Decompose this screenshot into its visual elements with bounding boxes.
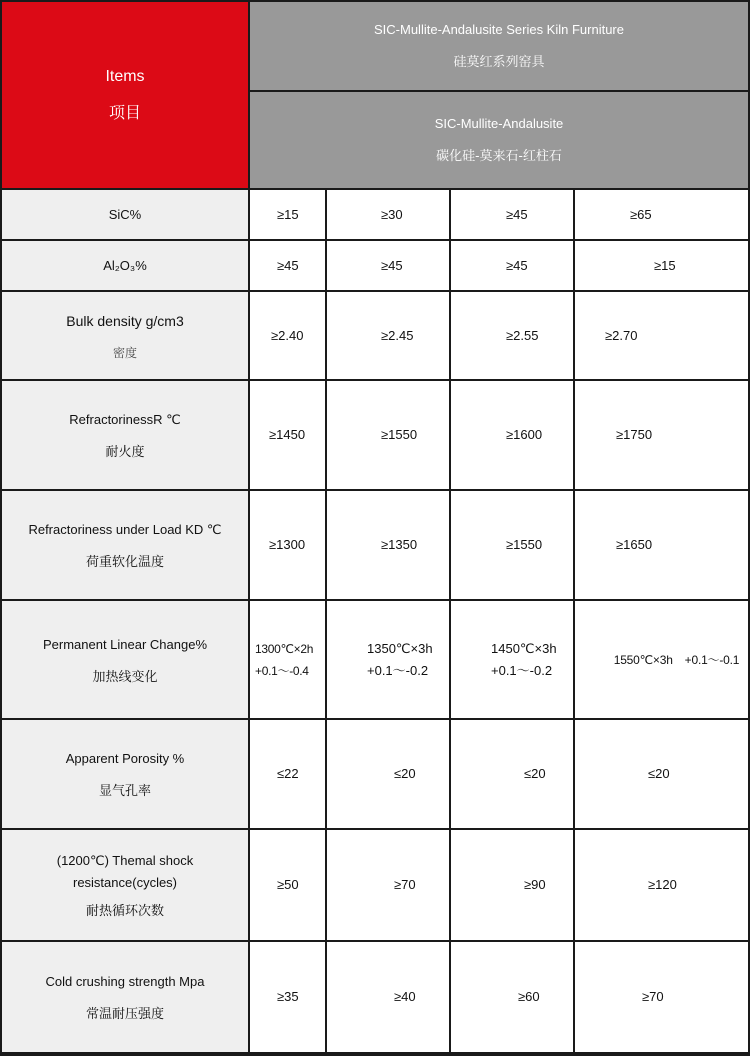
value-text: ≥30 bbox=[381, 206, 403, 222]
value-text: ≥2.40 bbox=[271, 327, 304, 343]
value-text: ≥70 bbox=[394, 877, 416, 892]
value-text: ≥45 bbox=[506, 257, 528, 273]
value-cell bbox=[451, 942, 573, 1052]
value-text: ≤22 bbox=[277, 766, 299, 781]
value-cell bbox=[451, 720, 573, 828]
value-cell bbox=[327, 381, 449, 489]
value-cell bbox=[451, 241, 573, 290]
value-cell bbox=[250, 601, 325, 718]
value-text: ≤20 bbox=[648, 766, 670, 781]
value-text: ≥1350 bbox=[381, 537, 418, 552]
value-text: ≥1650 bbox=[616, 537, 653, 552]
value-cell bbox=[451, 601, 573, 718]
value-cell bbox=[250, 942, 325, 1052]
material-header-zh: 碳化硅-莫来石-红柱石 bbox=[436, 148, 562, 163]
row-label-refractoriness bbox=[2, 381, 248, 489]
value-cell bbox=[327, 241, 449, 290]
series-header-en: SIC-Mullite-Andalusite Series Kiln Furniture bbox=[374, 22, 624, 37]
row-label-en: Apparent Porosity % bbox=[65, 751, 185, 766]
row-label-en: Bulk density g/cm3 bbox=[66, 312, 184, 329]
value-text: ≥90 bbox=[524, 877, 546, 892]
value-cell bbox=[451, 292, 573, 379]
value-cell bbox=[327, 720, 449, 828]
value-cell bbox=[575, 381, 748, 489]
row-label-cold-crushing-strength bbox=[2, 942, 248, 1052]
row-label-permanent-linear-change bbox=[2, 601, 248, 718]
value-text: ≥45 bbox=[277, 257, 299, 273]
value-text: +0.1～-0.1 bbox=[684, 652, 740, 667]
value-text: ≤20 bbox=[394, 766, 416, 781]
value-cell bbox=[250, 292, 325, 379]
items-header-zh: 项目 bbox=[108, 104, 141, 122]
value-cell bbox=[250, 830, 325, 940]
value-cell bbox=[451, 190, 573, 239]
material-header-en: SIC-Mullite-Andalusite bbox=[434, 116, 564, 131]
row-label-en: Refractoriness under Load KD ℃ bbox=[28, 522, 222, 537]
value-text: ≥50 bbox=[277, 877, 299, 892]
value-text: ≥2.55 bbox=[506, 327, 539, 343]
value-text: ≥2.70 bbox=[605, 327, 638, 343]
value-cell bbox=[575, 190, 748, 239]
value-cell bbox=[575, 292, 748, 379]
value-text: 1550℃×3h bbox=[613, 652, 673, 667]
value-cell bbox=[250, 491, 325, 599]
row-label-zh: 显气孔率 bbox=[98, 783, 151, 798]
value-text: +0.1～-0.4 bbox=[255, 663, 309, 678]
value-cell bbox=[451, 491, 573, 599]
value-cell bbox=[250, 241, 325, 290]
value-text: ≥1550 bbox=[381, 427, 418, 442]
value-text: ≥40 bbox=[394, 989, 416, 1004]
value-cell bbox=[575, 830, 748, 940]
value-text: 1350℃×3h bbox=[367, 640, 433, 656]
series-header bbox=[250, 2, 748, 90]
row-label-en: Al₂O₃% bbox=[103, 257, 147, 273]
value-text: ≥65 bbox=[630, 206, 652, 222]
value-text: ≥1600 bbox=[506, 427, 543, 442]
row-label-en: Cold crushing strength Mpa bbox=[45, 974, 205, 989]
row-label-zh: 加热线变化 bbox=[92, 668, 158, 684]
row-label-en: (1200℃) Themal shock bbox=[56, 853, 194, 868]
row-label-sic bbox=[2, 190, 248, 239]
value-text: 1450℃×3h bbox=[491, 640, 557, 656]
value-text: ≤20 bbox=[524, 766, 546, 781]
value-text: ≥45 bbox=[506, 206, 528, 222]
value-cell bbox=[327, 601, 449, 718]
row-label-zh: 耐火度 bbox=[105, 444, 145, 459]
value-text: ≥1750 bbox=[616, 427, 653, 442]
value-cell bbox=[250, 720, 325, 828]
value-text: ≥1550 bbox=[506, 537, 543, 552]
value-cell bbox=[327, 190, 449, 239]
value-text: ≥1450 bbox=[269, 427, 306, 442]
value-cell bbox=[451, 381, 573, 489]
value-text: ≥120 bbox=[648, 877, 677, 892]
row-label-refractoriness-under-load bbox=[2, 491, 248, 599]
row-label-en: RefractorinessR ℃ bbox=[69, 412, 181, 427]
items-header bbox=[2, 2, 248, 188]
row-label-en-2: resistance(cycles) bbox=[72, 875, 178, 890]
row-label-apparent-porosity bbox=[2, 720, 248, 828]
value-cell bbox=[327, 491, 449, 599]
value-text: ≥2.45 bbox=[381, 327, 414, 343]
series-header-zh: 硅莫红系列窑具 bbox=[453, 54, 545, 69]
value-text: ≥35 bbox=[277, 989, 299, 1004]
row-label-zh: 常温耐压强度 bbox=[85, 1006, 164, 1021]
value-text: ≥15 bbox=[277, 206, 299, 222]
value-text: ≥60 bbox=[518, 989, 540, 1004]
value-cell bbox=[575, 720, 748, 828]
row-label-zh: 密度 bbox=[112, 345, 137, 360]
row-label-en: Permanent Linear Change% bbox=[42, 636, 208, 652]
value-cell bbox=[575, 241, 748, 290]
row-label-al2o3 bbox=[2, 241, 248, 290]
row-label-zh: 耐热循环次数 bbox=[85, 903, 164, 918]
value-text: ≥1300 bbox=[269, 537, 306, 552]
row-label-bulk-density bbox=[2, 292, 248, 379]
value-cell bbox=[250, 381, 325, 489]
material-header bbox=[250, 92, 748, 188]
value-text: 1300℃×2h bbox=[255, 641, 314, 656]
row-label-en: SiC% bbox=[108, 206, 142, 222]
value-cell bbox=[327, 830, 449, 940]
value-cell bbox=[250, 190, 325, 239]
items-header-en: Items bbox=[105, 67, 145, 85]
value-text: ≥45 bbox=[381, 257, 403, 273]
value-text: ≥15 bbox=[654, 257, 676, 273]
value-cell bbox=[575, 942, 748, 1052]
value-cell bbox=[327, 292, 449, 379]
value-cell bbox=[575, 491, 748, 599]
value-text: +0.1～-0.2 bbox=[491, 662, 553, 678]
value-cell bbox=[451, 830, 573, 940]
value-cell bbox=[575, 601, 748, 718]
value-cell bbox=[327, 942, 449, 1052]
value-text: +0.1～-0.2 bbox=[367, 662, 429, 678]
value-text: ≥70 bbox=[642, 989, 664, 1004]
row-label-thermal-shock bbox=[2, 830, 248, 940]
row-label-zh: 荷重软化温度 bbox=[85, 554, 164, 569]
